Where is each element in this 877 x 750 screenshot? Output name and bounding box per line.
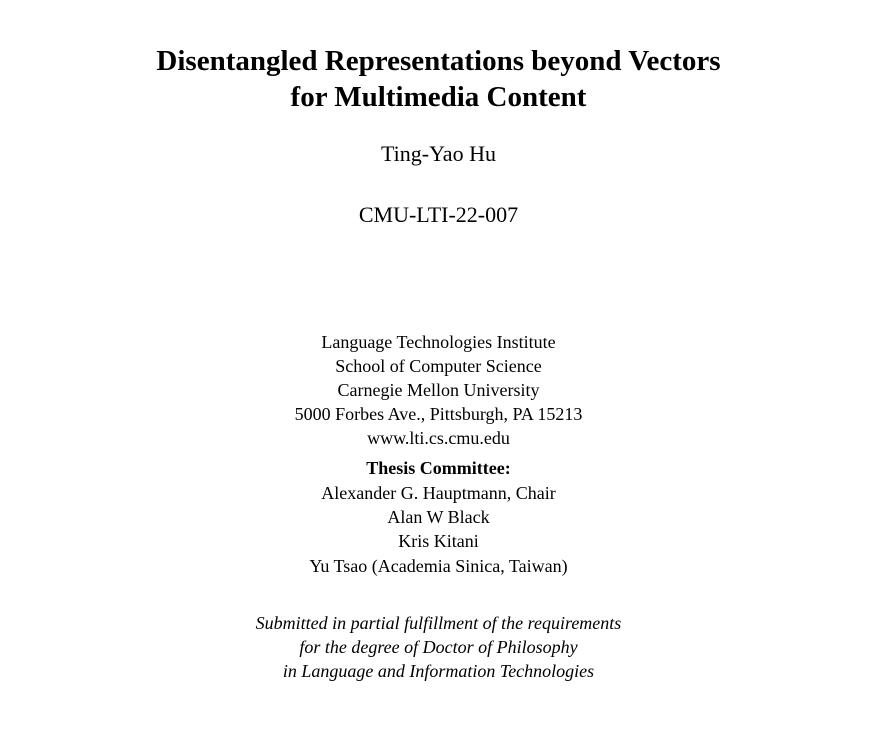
- submission-statement-line-1: Submitted in partial fulfillment of the requirements: [255, 613, 622, 633]
- affiliation-institute: Language Technologies Institute: [321, 332, 556, 352]
- affiliation-school: School of Computer Science: [335, 356, 542, 376]
- author-name: Ting-Yao Hu: [381, 141, 496, 166]
- committee-member: Yu Tsao (Academia Sinica, Taiwan): [309, 556, 568, 576]
- thesis-title-line-1: Disentangled Representations beyond Vectors: [156, 45, 721, 77]
- report-number: CMU-LTI-22-007: [358, 202, 519, 227]
- thesis-title-line-2: for Multimedia Content: [290, 81, 587, 113]
- submission-statement-line-2: for the degree of Doctor of Philosophy: [299, 637, 578, 657]
- committee-member: Alexander G. Hauptmann, Chair: [321, 483, 556, 503]
- affiliation-address: 5000 Forbes Ave., Pittsburgh, PA 15213: [294, 404, 583, 424]
- submission-statement-line-3: in Language and Information Technologies: [282, 661, 595, 681]
- committee-heading: Thesis Committee:: [366, 458, 511, 478]
- affiliation-website: www.lti.cs.cmu.edu: [367, 428, 510, 448]
- affiliation-university: Carnegie Mellon University: [337, 380, 540, 400]
- committee-member: Kris Kitani: [398, 531, 479, 551]
- committee-member: Alan W Black: [387, 507, 490, 527]
